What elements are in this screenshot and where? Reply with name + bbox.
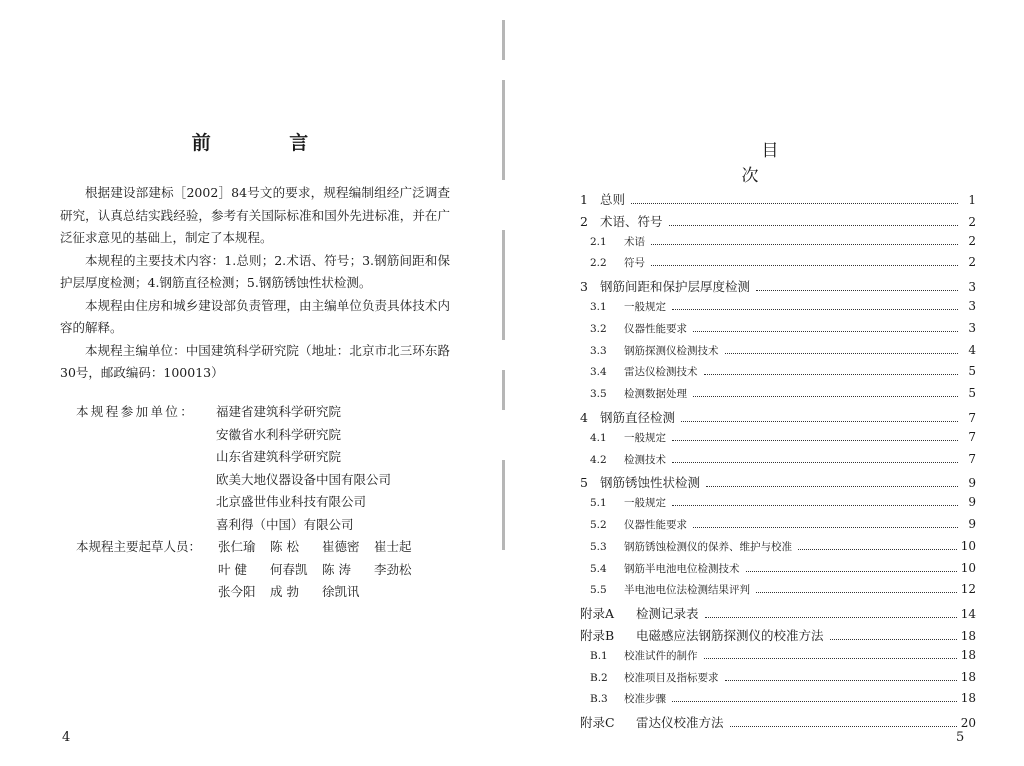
toc-dot-leader: [651, 244, 958, 245]
drafter-name: 张仁瑜: [218, 539, 256, 554]
toc-entry-label: 钢筋间距和保护层厚度检测: [600, 279, 751, 295]
toc-entry-number: 5.1: [590, 497, 607, 510]
toc-entry-label: 符号: [624, 257, 645, 270]
toc-entry-label: 一般规定: [624, 497, 666, 510]
participant-unit: 山东省建筑科学研究院: [216, 449, 342, 464]
toc-entry-page: 2: [968, 214, 976, 229]
preface-paragraph: 本规程主编单位：中国建筑科学研究院（地址：北京市北三环东路30号，邮政编码：100013）: [60, 342, 450, 380]
participant-unit: 欧美大地仪器设备中国有限公司: [216, 471, 392, 487]
toc-entry-page: 20: [960, 716, 976, 731]
preface-body: [60, 182, 450, 385]
toc-entry-label: 雷达仪检测技术: [624, 366, 698, 379]
toc-entry: [580, 561, 976, 583]
toc-entry: [580, 713, 976, 735]
toc-entry-number: 2: [580, 213, 588, 229]
toc-dot-leader: [725, 680, 957, 681]
toc-entry-number: 5: [580, 475, 588, 491]
toc-entry: [580, 691, 976, 713]
toc-entry-number: 3.5: [590, 388, 607, 401]
toc-entry-label: 钢筋探测仪检测技术: [624, 344, 719, 357]
page-number-left: 4: [62, 730, 71, 745]
toc-entry: [580, 473, 976, 495]
toc-entry-page: 7: [968, 451, 976, 466]
toc-entry-number: 附录A: [580, 606, 615, 622]
toc-entry-page: 18: [960, 647, 976, 662]
toc-entry-page: 5: [968, 364, 976, 379]
participant-unit: 喜利得（中国）有限公司: [216, 516, 354, 532]
toc-entry-number: 4.2: [590, 453, 607, 466]
toc-dot-leader: [756, 290, 958, 291]
toc-entry-label: 钢筋锈蚀性状检测: [600, 475, 701, 491]
toc-dot-leader: [746, 571, 957, 572]
toc-entry: [580, 670, 976, 692]
toc-dot-leader: [672, 440, 958, 441]
toc-dot-leader: [693, 331, 958, 332]
drafter-name: 李劲松: [374, 561, 412, 577]
toc-dot-leader: [672, 309, 958, 310]
toc-entry: [580, 277, 976, 299]
drafter-list: [218, 536, 426, 604]
toc-entry: [580, 582, 976, 604]
toc-entry-page: 12: [960, 582, 976, 597]
toc-entry-label: 检测技术: [624, 453, 666, 466]
toc-entry-page: 18: [960, 628, 976, 643]
drafter-name: 崔德密: [322, 539, 360, 554]
toc-dot-leader: [756, 592, 957, 593]
toc-entry: [580, 604, 976, 626]
toc-entry-page: 2: [968, 233, 976, 248]
toc-dot-leader: [631, 203, 958, 204]
toc-entry-label: 半电池电位法检测结果评判: [624, 584, 750, 597]
toc-entry-number: 附录C: [580, 715, 615, 731]
book-gutter: [494, 20, 514, 560]
toc-entry-number: B.1: [590, 649, 608, 662]
drafter-name: 陈 涛: [322, 561, 351, 577]
toc-dot-leader: [693, 396, 958, 397]
toc-entry-number: 4: [580, 409, 588, 425]
toc-entry-page: 5: [968, 386, 976, 401]
toc-entry-label: 校准项目及指标要求: [624, 671, 719, 684]
toc-dot-leader: [669, 225, 958, 226]
toc-entry-label: 总则: [600, 192, 626, 207]
toc-entry-page: 7: [968, 429, 976, 444]
toc-entry-page: 7: [968, 410, 976, 425]
left-page-preface: [0, 0, 500, 766]
participant-unit: 福建省建筑科学研究院: [216, 404, 342, 419]
toc-entry-label: 术语: [624, 235, 645, 248]
toc-dot-leader: [730, 726, 957, 727]
toc-entry-page: 4: [968, 342, 976, 357]
toc-entry: [580, 234, 976, 256]
participant-list: [216, 401, 391, 536]
toc-entry-page: 18: [960, 691, 976, 706]
participant-unit: 北京盛世伟业科技有限公司: [216, 494, 367, 509]
toc-dot-leader: [672, 701, 957, 702]
participant-unit: 安徽省水利科学研究院: [216, 426, 342, 442]
toc-entry-number: 5.3: [590, 540, 607, 553]
toc-entry-page: 18: [960, 669, 976, 684]
toc-entry: [580, 626, 976, 648]
toc-entry-label: 雷达仪校准方法: [636, 715, 724, 731]
participants-label: 本规程参加单位：: [76, 404, 196, 419]
toc-entry: [580, 386, 976, 408]
toc-entry-number: 5.2: [590, 518, 607, 531]
drafter-name: 陈 松: [270, 539, 299, 554]
toc-entry-number: B.2: [590, 671, 608, 684]
toc-entry-label: 术语、符号: [600, 213, 663, 229]
drafter-name: 叶 健: [218, 561, 247, 577]
toc-entry: [580, 321, 976, 343]
toc-dot-leader: [705, 617, 957, 618]
toc-entry: [580, 430, 976, 452]
page-number-right: 5: [956, 730, 965, 745]
toc-entry-number: 2.1: [590, 235, 607, 248]
toc-entry-label: 钢筋锈蚀检测仪的保养、维护与校准: [624, 540, 792, 553]
toc-entry-page: 9: [968, 495, 976, 510]
drafter-name: 何春凯: [270, 561, 308, 577]
toc-dot-leader: [706, 486, 958, 487]
toc-entry-page: 9: [968, 516, 976, 531]
toc-entry-number: 1: [580, 192, 588, 207]
toc-entry-label: 电磁感应法钢筋探测仪的校准方法: [636, 627, 824, 643]
toc-entry: [580, 408, 976, 430]
toc-entry-label: 检测数据处理: [624, 388, 687, 401]
toc-entry-number: 3.4: [590, 366, 607, 379]
toc-entry: [580, 364, 976, 386]
toc-entry-label: 检测记录表: [636, 606, 699, 622]
drafter-name: 成 勃: [270, 584, 299, 599]
toc-entry-page: 3: [968, 280, 976, 295]
toc-entry: [580, 212, 976, 234]
toc-dot-leader: [672, 462, 958, 463]
toc-entry-label: 一般规定: [624, 431, 666, 444]
toc-entry: [580, 648, 976, 670]
toc-entry-number: 3: [580, 279, 588, 295]
toc-entry: [580, 255, 976, 277]
toc-entry-page: 2: [968, 255, 976, 270]
toc-dot-leader: [830, 639, 957, 640]
toc-dot-leader: [672, 505, 958, 506]
toc-dot-leader: [798, 549, 957, 550]
toc-entry-label: 仪器性能要求: [624, 518, 687, 531]
toc-entry-label: 钢筋直径检测: [600, 409, 676, 425]
toc-dot-leader: [704, 658, 957, 659]
toc-entry-label: 仪器性能要求: [624, 322, 687, 335]
preface-paragraph: 本规程的主要技术内容：1.总则；2.术语、符号；3.钢筋间距和保护层厚度检测；4.钢筋直径检测；5.钢筋锈蚀性状检测。: [60, 252, 450, 290]
toc-entry-label: 钢筋半电池电位检测技术: [624, 562, 740, 575]
toc-entry-number: 2.2: [590, 257, 607, 270]
toc-dot-leader: [704, 374, 959, 375]
drafter-name: 崔士起: [374, 539, 412, 554]
toc-entry-number: 3.3: [590, 344, 607, 357]
toc-entry-number: 附录B: [580, 627, 615, 643]
right-page-toc: [520, 0, 1024, 766]
toc-entry-page: 1: [968, 193, 976, 207]
toc-entry-number: B.3: [590, 693, 608, 706]
drafter-name: 徐凯讯: [322, 584, 360, 599]
toc-entry: [580, 517, 976, 539]
toc-entry: [580, 452, 976, 474]
toc-entry: [580, 190, 976, 212]
toc-entry-page: 14: [960, 607, 976, 622]
toc-entry-number: 4.1: [590, 431, 607, 444]
toc-dot-leader: [725, 353, 959, 354]
toc-entry-number: 3.2: [590, 322, 607, 335]
toc-dot-leader: [681, 421, 958, 422]
participants-block: [76, 401, 426, 604]
toc-entry-number: 3.1: [590, 300, 607, 313]
drafter-name: 张今阳: [218, 584, 256, 599]
toc-entry: [580, 299, 976, 321]
toc-entry-number: 5.4: [590, 562, 607, 575]
toc-entry-label: 校准试件的制作: [624, 649, 698, 662]
toc-entry-label: 一般规定: [624, 300, 666, 313]
toc-dot-leader: [651, 265, 958, 266]
toc-entry-number: 5.5: [590, 584, 607, 597]
toc-entry-label: 校准步骤: [624, 693, 666, 706]
toc-entry: [580, 495, 976, 517]
toc-entry-page: 9: [968, 476, 976, 491]
toc-list: [580, 190, 976, 735]
toc-entry-page: 3: [968, 320, 976, 335]
preface-title: 前 言: [191, 132, 345, 154]
preface-paragraph: 根据建设部建标［2002］84号文的要求，规程编制组经广泛调查研究，认真总结实践经验，参考有关国际标准和国外先进标准，并在广泛征求意见的基础上，制定了本规程。: [60, 185, 450, 245]
toc-entry-page: 10: [960, 560, 976, 575]
preface-paragraph: 本规程由住房和城乡建设部负责管理，由主编单位负责具体技术内容的解释。: [60, 297, 450, 335]
toc-entry-page: 10: [960, 538, 976, 553]
toc-entry: [580, 343, 976, 365]
drafters-label: 本规程主要起草人员：: [76, 539, 202, 554]
toc-title: 目 次: [741, 141, 819, 186]
toc-dot-leader: [693, 527, 958, 528]
toc-entry: [580, 539, 976, 561]
toc-entry-page: 3: [968, 298, 976, 313]
